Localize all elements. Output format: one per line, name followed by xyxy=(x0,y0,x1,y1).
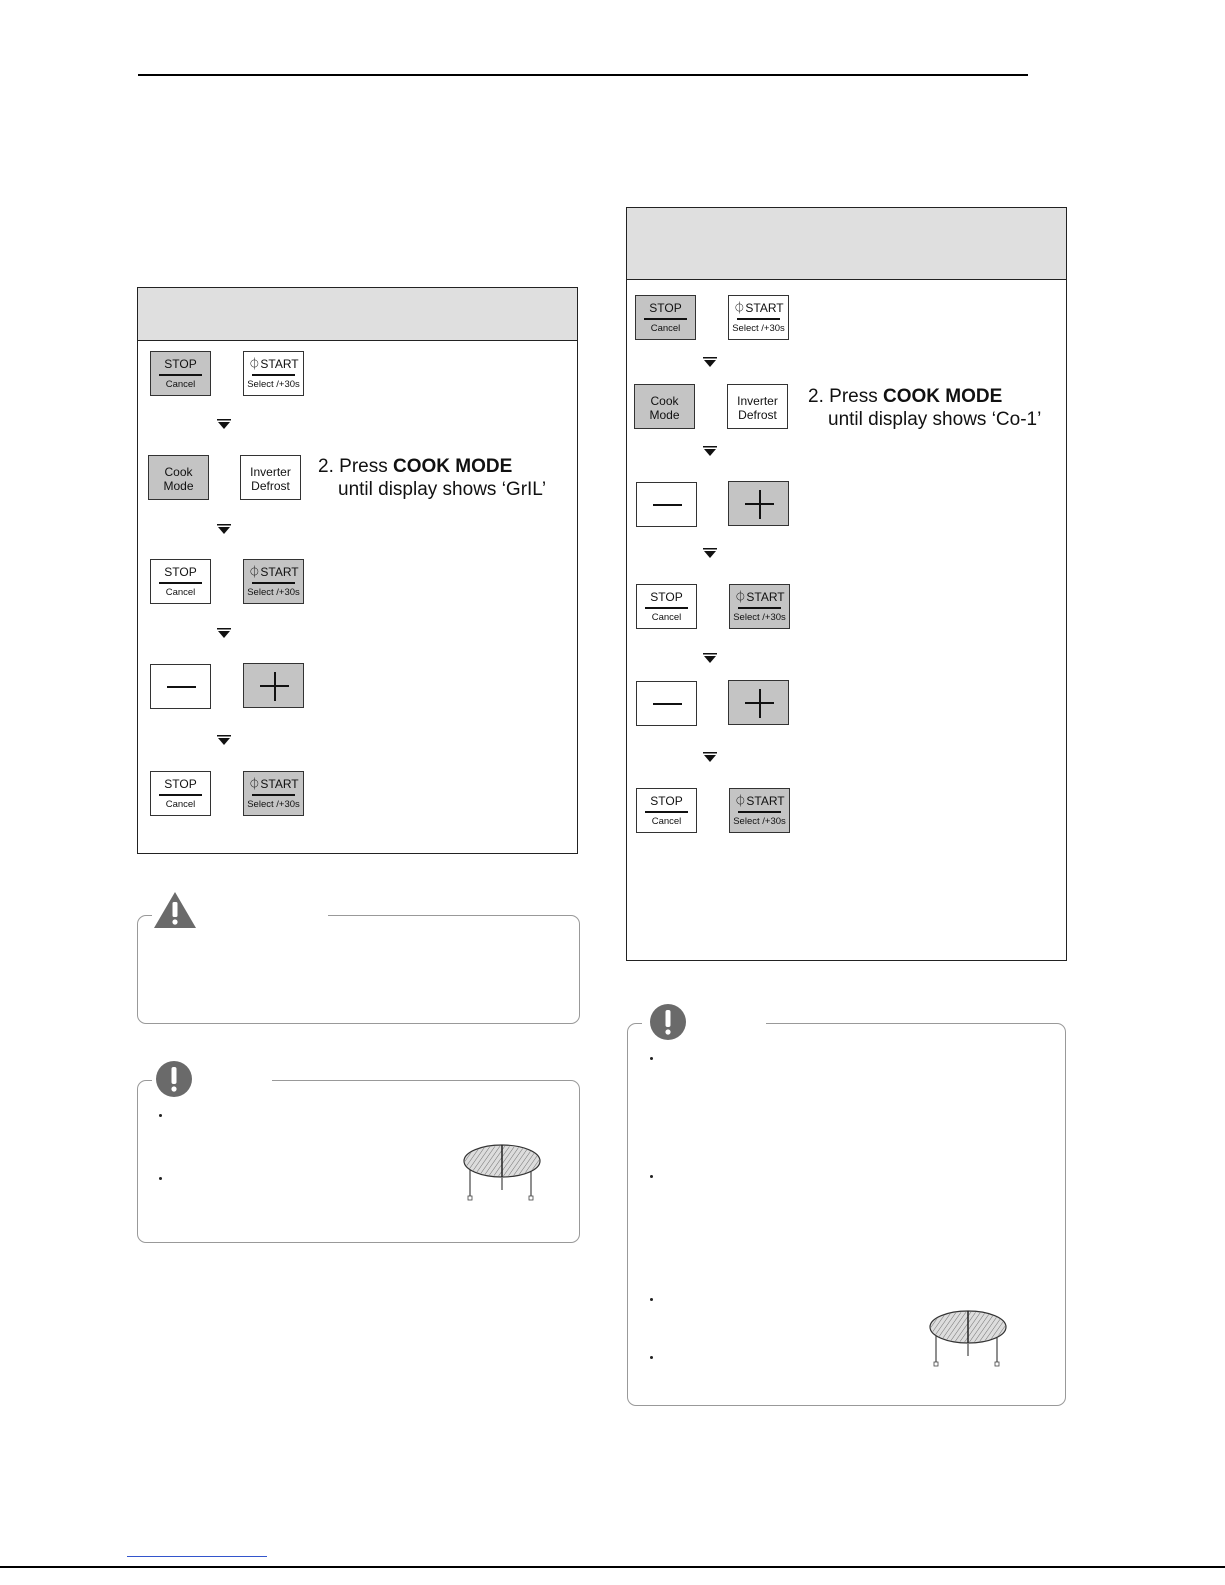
down-arrow-icon xyxy=(217,419,231,429)
note-bullet xyxy=(159,1114,162,1117)
exclamation-circle-icon xyxy=(649,1003,687,1041)
minus-icon xyxy=(653,504,682,506)
minus-icon xyxy=(653,703,682,705)
footer-link-underline[interactable] xyxy=(127,1556,267,1557)
down-arrow-icon xyxy=(703,752,717,762)
start-select-button[interactable]: ⏀START Select /+30s xyxy=(243,771,304,816)
stop-cancel-button[interactable]: STOP Cancel xyxy=(635,295,696,340)
combi-panel-header xyxy=(627,208,1066,280)
grill-rack-icon xyxy=(926,1306,1012,1370)
stop-cancel-button[interactable]: STOP Cancel xyxy=(636,584,697,629)
down-arrow-icon xyxy=(703,548,717,558)
note-bullet xyxy=(650,1356,653,1359)
start-select-button[interactable]: ⏀START Select /+30s xyxy=(243,559,304,604)
inverter-defrost-button[interactable]: Inverter Defrost xyxy=(727,384,788,429)
down-arrow-icon xyxy=(217,524,231,534)
down-arrow-icon xyxy=(703,357,717,367)
stop-cancel-button[interactable]: STOP Cancel xyxy=(150,559,211,604)
down-arrow-icon xyxy=(217,628,231,638)
combi-step-2-text: 2. Press COOK MODE until display shows ‘Co-1’ xyxy=(808,386,1042,430)
note-bullet xyxy=(159,1177,162,1180)
warning-triangle-icon xyxy=(153,891,197,929)
start-select-button[interactable]: ⏀START Select /+30s xyxy=(729,788,790,833)
start-select-button[interactable]: ⏀START Select /+30s xyxy=(243,351,304,396)
stop-cancel-button[interactable]: STOP Cancel xyxy=(150,771,211,816)
plus-button[interactable] xyxy=(243,663,304,708)
caution-box xyxy=(137,915,580,1024)
grill-step-2-text: 2. Press COOK MODE until display shows ‘GrIL’ xyxy=(318,456,547,500)
plus-button[interactable] xyxy=(728,680,789,725)
note-bullet xyxy=(650,1175,653,1178)
footer-rule xyxy=(0,1566,1225,1568)
grill-rack-icon xyxy=(460,1140,546,1204)
down-arrow-icon xyxy=(703,446,717,456)
cook-mode-button[interactable]: Cook Mode xyxy=(634,384,695,429)
down-arrow-icon xyxy=(217,735,231,745)
start-select-button[interactable]: ⏀START Select /+30s xyxy=(729,584,790,629)
start-select-button[interactable]: ⏀START Select /+30s xyxy=(728,295,789,340)
plus-button[interactable] xyxy=(728,481,789,526)
exclamation-circle-icon xyxy=(155,1060,193,1098)
stop-cancel-button[interactable]: STOP Cancel xyxy=(150,351,211,396)
note-bullet xyxy=(650,1057,653,1060)
note-bullet xyxy=(650,1298,653,1301)
down-arrow-icon xyxy=(703,653,717,663)
grill-panel-header xyxy=(138,288,577,341)
minus-button[interactable] xyxy=(636,482,697,527)
minus-icon xyxy=(167,686,196,688)
inverter-defrost-button[interactable]: Inverter Defrost xyxy=(240,455,301,500)
minus-button[interactable] xyxy=(150,664,211,709)
minus-button[interactable] xyxy=(636,681,697,726)
header-rule xyxy=(138,74,1028,76)
cook-mode-button[interactable]: Cook Mode xyxy=(148,455,209,500)
stop-cancel-button[interactable]: STOP Cancel xyxy=(636,788,697,833)
